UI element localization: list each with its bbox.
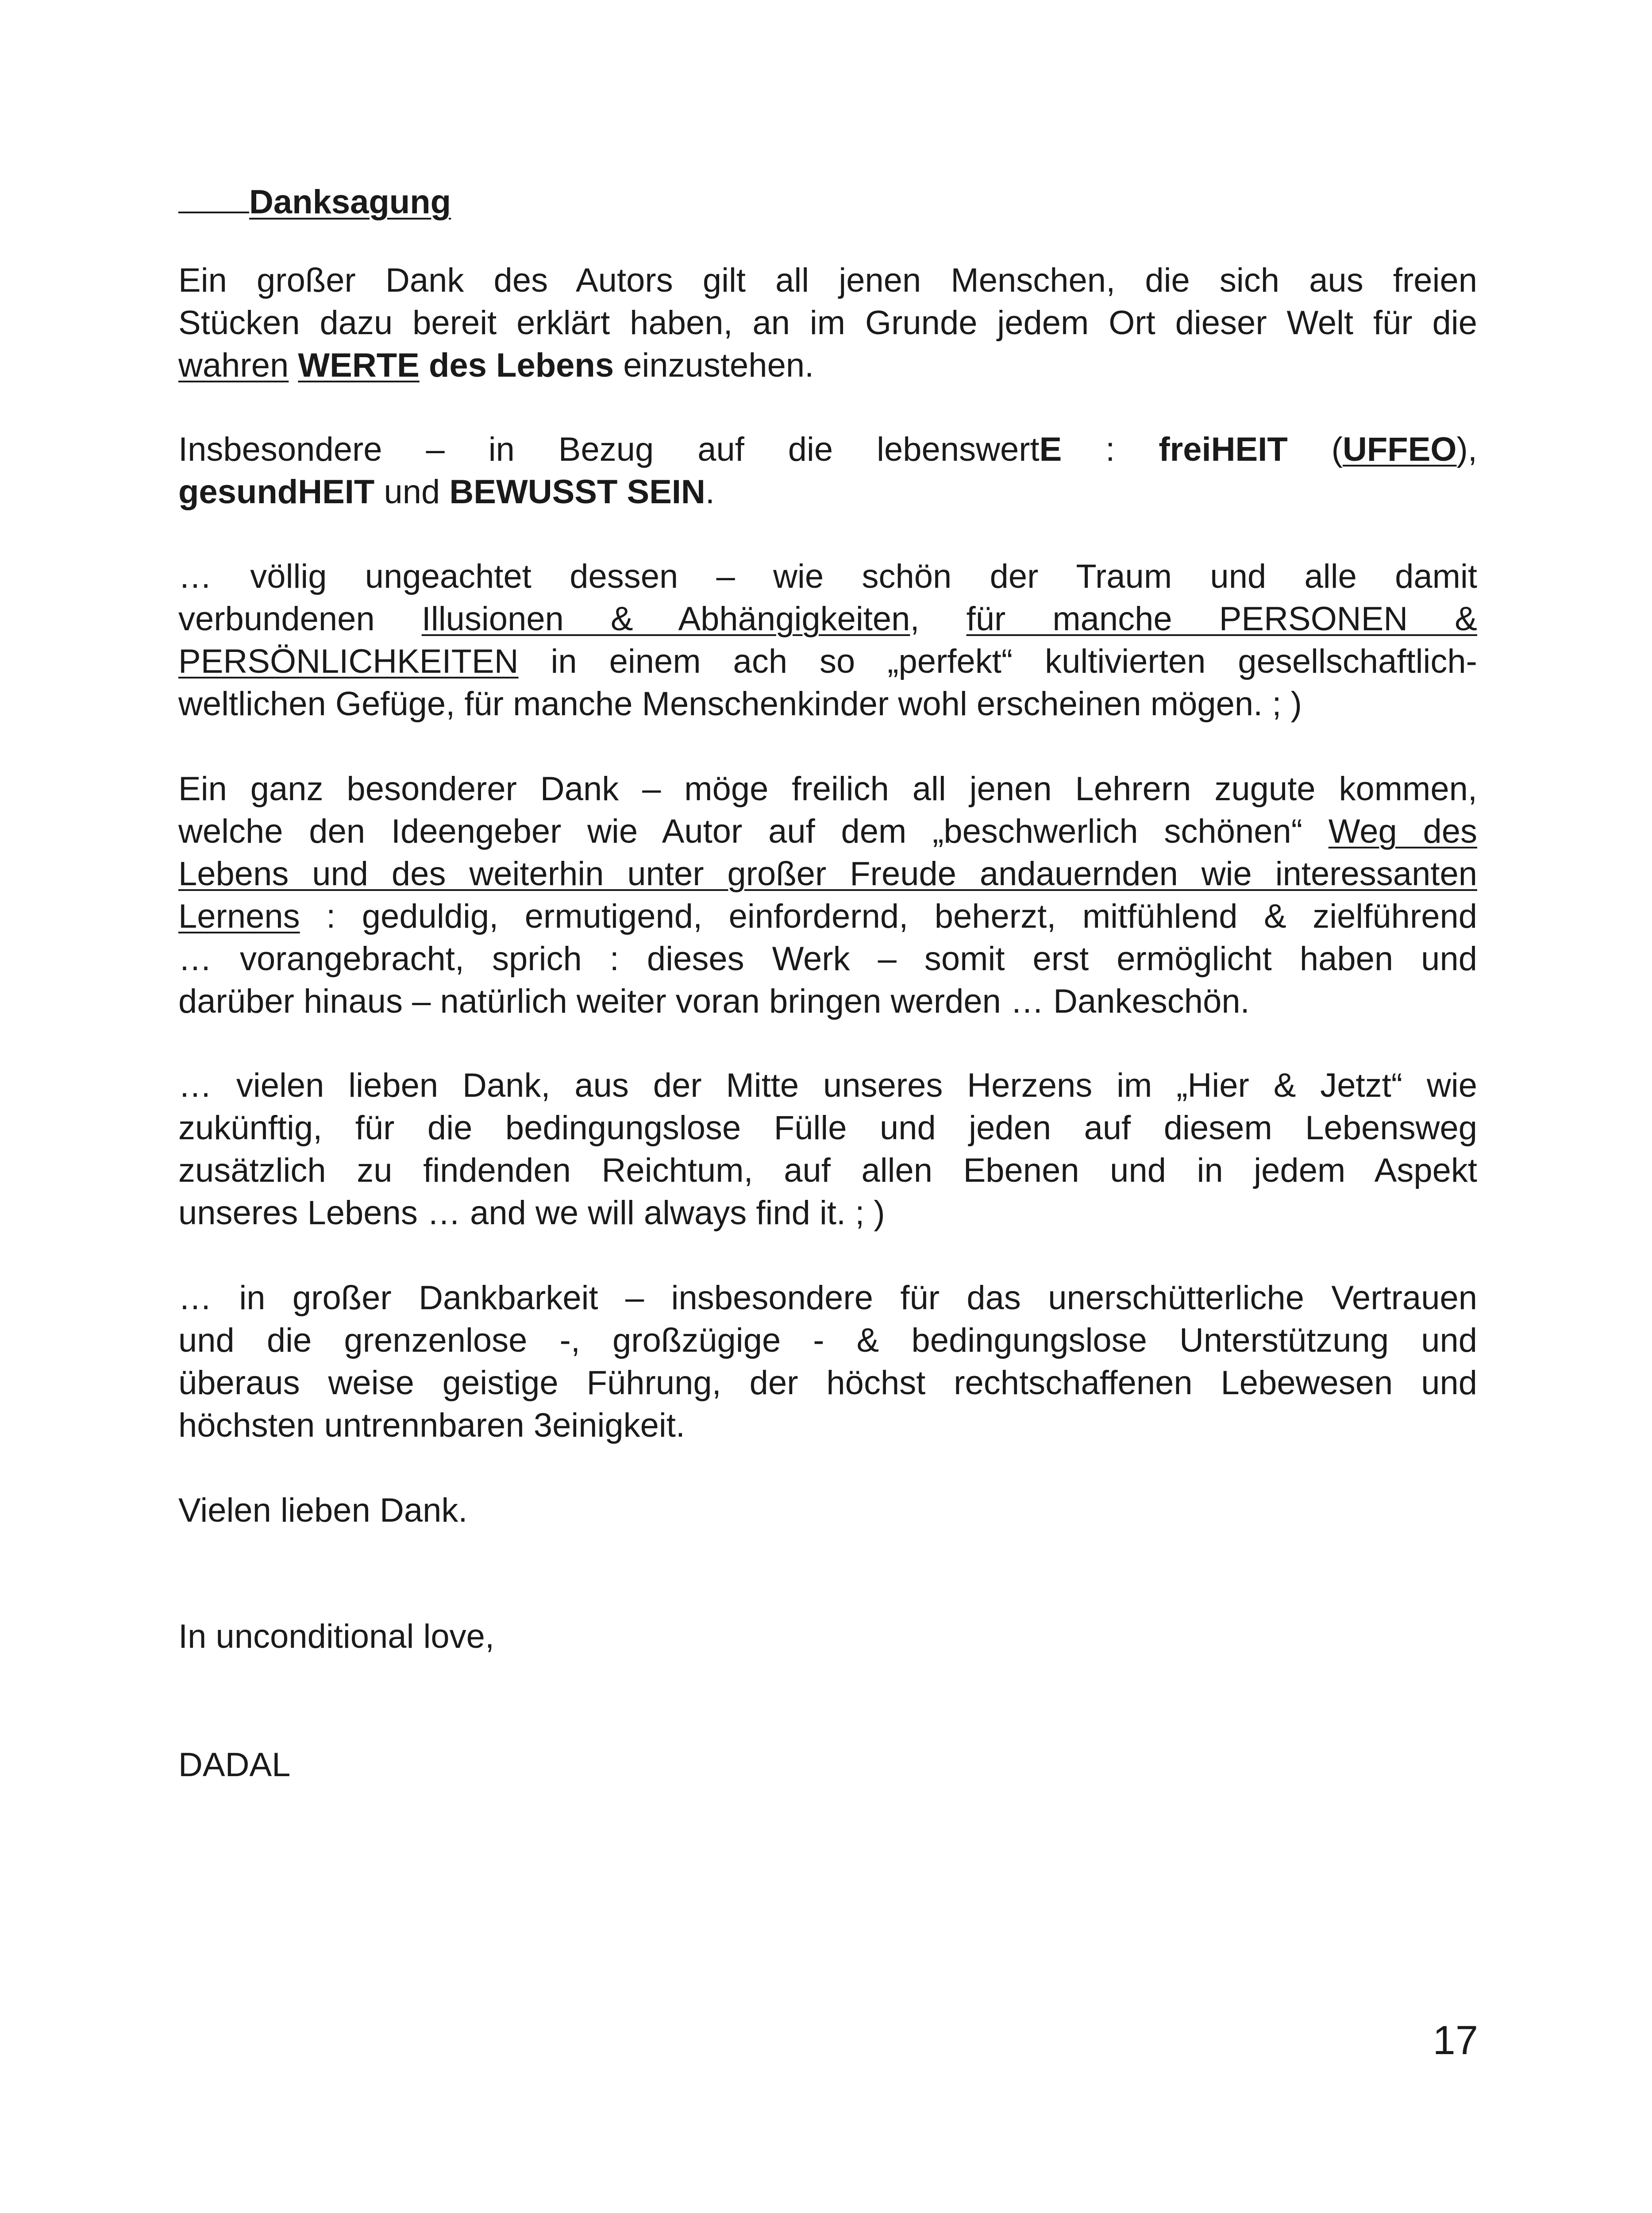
- text-line: [178, 853, 1477, 895]
- bold-text: gesundHEIT: [178, 473, 375, 511]
- text-span: einzustehen.: [623, 347, 814, 384]
- text-line: Stücken dazu bereit erklärt haben, an im Grunde jedem Ort dieser Welt für die: [178, 304, 1477, 342]
- text-span: : geduldig, ermutigend, einfordernd, beherzt, mitfühlend & zielführend: [300, 898, 1477, 935]
- text-span: ),: [1456, 431, 1477, 468]
- text-line: [178, 344, 1477, 387]
- text-span: (: [1287, 431, 1343, 468]
- text-line: zukünftig, für die bedingungslose Fülle und jeden auf diesem Lebensweg: [178, 1109, 1477, 1147]
- underlined-text: Lebens und des weiterhin unter großer Freude andauernden wie interessanten: [178, 855, 1477, 893]
- paragraph-4: [178, 768, 1477, 1023]
- page-number: 17: [1433, 2018, 1478, 2063]
- bold-text: des Lebens: [428, 347, 614, 384]
- text-line: [178, 598, 1477, 640]
- text-span: :: [1062, 431, 1159, 468]
- text-line: [178, 895, 1477, 938]
- text-line: darüber hinaus – natürlich weiter voran bringen werden … Dankeschön.: [178, 983, 1250, 1020]
- text-line: unseres Lebens … and we will always find it. ; ): [178, 1194, 885, 1232]
- paragraph-5: [178, 1064, 1477, 1234]
- signature: DADAL: [178, 1746, 291, 1784]
- underlined-text: PERSÖNLICHKEITEN: [178, 643, 519, 680]
- text-line: zusätzlich zu findenden Reichtum, auf allen Ebenen und in jedem Aspekt: [178, 1152, 1477, 1189]
- paragraph-6: [178, 1277, 1477, 1447]
- text-line: [178, 810, 1477, 853]
- text-line: höchsten untrennbaren 3einigkeit.: [178, 1407, 685, 1444]
- bold-underlined-text: WERTE: [298, 347, 420, 384]
- underlined-text: wahren: [178, 347, 289, 384]
- text-line: [178, 471, 1477, 513]
- text-line: [178, 640, 1477, 683]
- page-title: Danksagung: [249, 183, 451, 221]
- heading-line: [178, 177, 451, 224]
- text-line: Ein ganz besonderer Dank – möge freilich all jenen Lehrern zugute kommen,: [178, 770, 1477, 808]
- closing-line: In unconditional love,: [178, 1618, 495, 1655]
- bold-text: BEWUSST SEIN: [449, 473, 705, 511]
- text-line: … völlig ungeachtet dessen – wie schön der Traum und alle damit: [178, 558, 1477, 595]
- underlined-text: Weg des: [1328, 813, 1477, 850]
- text-line: … vorangebracht, sprich : dieses Werk – somit erst ermöglicht haben und: [178, 940, 1477, 978]
- text-span: in einem ach so „perfekt“ kultivierten gesellschaftlich-: [518, 643, 1477, 680]
- underlined-text: Lernens: [178, 898, 300, 935]
- text-span: welche den Ideengeber wie Autor auf dem „beschwerlich schönen“: [178, 813, 1329, 850]
- text-line: … in großer Dankbarkeit – insbesondere für das unerschütterliche Vertrauen: [178, 1279, 1477, 1317]
- text-line: weltlichen Gefüge, für manche Menschenkinder wohl erscheinen mögen. ; ): [178, 685, 1302, 723]
- text-line: … vielen lieben Dank, aus der Mitte unseres Herzens im „Hier & Jetzt“ wie: [178, 1067, 1477, 1104]
- text-line: [178, 428, 1477, 471]
- text-span: .: [705, 473, 715, 511]
- paragraph-1: [178, 259, 1477, 387]
- bold-underlined-text: UFFEO: [1343, 431, 1457, 468]
- paragraph-3: [178, 555, 1477, 725]
- heading-leader-underline: [178, 177, 249, 213]
- text-line: überaus weise geistige Führung, der höchst rechtschaffenen Lebewesen und: [178, 1364, 1477, 1402]
- bold-text: freiHEIT: [1159, 431, 1288, 468]
- thanks-line: Vielen lieben Dank.: [178, 1492, 468, 1529]
- paragraph-2: [178, 428, 1477, 513]
- underlined-text: für manche PERSONEN &: [966, 600, 1477, 638]
- underlined-text: Illusionen & Abhängigkeiten: [421, 600, 910, 638]
- text-line: Ein großer Dank des Autors gilt all jenen Menschen, die sich aus freien: [178, 262, 1477, 299]
- text-line: und die grenzenlose -, großzügige - & bedingungslose Unterstützung und: [178, 1322, 1477, 1359]
- bold-text: E: [1039, 431, 1062, 468]
- text-span: und: [374, 473, 450, 511]
- text-span: ,: [910, 600, 967, 638]
- text-span: verbundenen: [178, 600, 422, 638]
- text-span: Insbesondere – in Bezug auf die lebenswert: [178, 431, 1040, 468]
